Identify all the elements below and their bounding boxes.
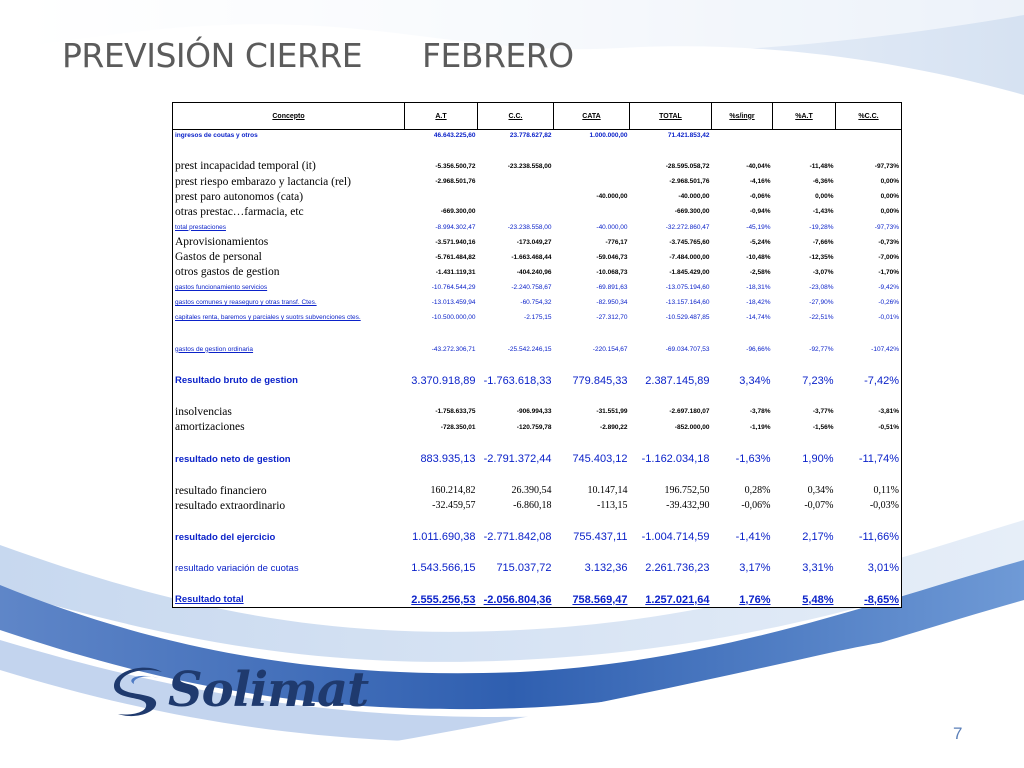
table-spacer-row [173,357,902,373]
table-cell [773,388,836,404]
table-cell: -8.994.302,47 [435,223,476,231]
table-row [173,265,902,280]
row-label: otros gastos de gestion [175,266,280,279]
table-body [173,130,902,608]
table-cell: -69.891,63 [596,284,628,292]
table-cell [405,142,478,159]
table-cell [405,435,478,452]
table-cell [478,435,554,452]
table-cell: -1.845.429,00 [669,268,710,276]
table-cell: -2.968.501,76 [435,178,476,186]
table-cell [836,545,902,561]
table-cell [478,576,554,592]
table-row [173,452,902,467]
table-cell: 2.261.736,23 [645,562,710,575]
table-cell [630,545,712,561]
table-cell [712,357,773,373]
row-label: resultado del ejercicio [175,531,276,543]
table-cell [630,142,712,159]
table-cell: 0,00% [815,193,834,201]
table-cell: -23,08% [809,284,834,292]
table-cell: -669.300,00 [440,208,476,216]
table-cell [836,576,902,592]
table-cell [630,388,712,404]
table-cell: -10,48% [746,253,771,261]
table-cell: 3,01% [867,562,899,575]
table-cell: -173.049,27 [516,238,552,246]
table-cell: -0,07% [804,500,834,512]
solimat-logo [112,660,382,730]
table-cell: 745.403,12 [572,453,628,466]
table-cell [405,513,478,529]
table-row [173,189,902,204]
table-cell [478,388,554,404]
table-cell: -7,42% [864,374,899,387]
table-cell: -6,36% [812,178,834,186]
table-cell: -40.000,00 [596,223,628,231]
table-cell [836,435,902,452]
table-cell: -97,73% [874,223,899,231]
table-cell: -96,66% [746,345,771,353]
table-cell: -13.157.164,60 [665,299,710,307]
row-label [173,388,405,404]
table-cell: -31.551,99 [596,408,628,416]
table-cell: -10.500.000,00 [431,314,476,322]
title-part-1: PREVISIÓN CIERRE [62,36,363,75]
row-label: gastos funcionamiento servicios [175,284,268,292]
table-cell: -906.994,33 [516,408,552,416]
table-cell [554,576,630,592]
row-label: resultado financiero [175,484,267,497]
table-cell [712,326,773,342]
table-cell: -92,77% [809,345,834,353]
table-cell: 196.752,50 [664,485,710,497]
table-cell: -40.000,00 [596,193,628,201]
table-row [173,235,902,250]
table-cell: -27.312,70 [596,314,628,322]
table-cell [478,357,554,373]
financial-table-container [172,102,901,608]
table-cell [630,326,712,342]
table-cell: -22,51% [809,314,834,322]
table-cell [554,174,630,189]
table-cell: -2.175,15 [524,314,552,322]
table-cell [554,513,630,529]
table-cell [478,142,554,159]
table-cell: -60.754,32 [520,299,552,307]
table-cell [478,513,554,529]
table-cell [405,576,478,592]
table-row [173,342,902,357]
table-cell: -69.034.707,53 [665,345,710,353]
table-cell [773,513,836,529]
table-row [173,404,902,419]
table-cell [630,513,712,529]
row-label: resultado variación de cuotas [175,562,299,574]
table-cell: -5,24% [749,238,771,246]
table-cell [554,326,630,342]
table-cell: -27,90% [809,299,834,307]
column-header: %A.T [773,103,836,130]
table-cell: 3,17% [739,562,771,575]
row-label [173,326,405,342]
table-cell: 2,17% [802,531,834,544]
table-cell [773,142,836,159]
table-cell: 1.000.000,00 [589,132,628,140]
table-cell [405,545,478,561]
table-cell: -669.300,00 [674,208,710,216]
table-cell: -3.745.765,60 [669,238,710,246]
table-cell: -18,42% [746,299,771,307]
table-cell: 0,34% [807,485,834,497]
row-label [173,357,405,373]
table-cell [712,545,773,561]
table-cell: -1,19% [749,423,771,431]
table-cell [554,357,630,373]
table-cell [630,435,712,452]
table-cell: 26.390,54 [511,485,552,497]
table-cell: -1,43% [812,208,834,216]
table-cell [554,545,630,561]
table-cell [630,357,712,373]
table-cell [630,467,712,483]
table-cell: 5,48% [802,593,834,606]
table-cell [712,388,773,404]
table-row [173,373,902,388]
table-cell: 2.555.256,53 [411,593,476,606]
table-cell [478,189,554,204]
table-cell [478,174,554,189]
table-cell: -220.154,67 [592,345,628,353]
table-cell [712,513,773,529]
table-spacer-row [173,435,902,452]
table-row [173,159,902,174]
column-header: CATA [554,103,630,130]
table-spacer-row [173,513,902,529]
table-row [173,219,902,234]
table-row [173,204,902,219]
row-label: gastos comunes y reaseguro y otras transf. Ctes. [175,299,317,307]
table-cell: -25.542.246,15 [507,345,552,353]
table-cell: -0,01% [878,314,899,322]
table-cell: -8,65% [864,593,899,606]
table-cell [773,576,836,592]
table-cell [405,357,478,373]
table-cell: 3.132,36 [584,562,628,575]
table-cell [478,204,554,219]
table-cell: -1.431.119,31 [435,268,476,276]
table-row [173,174,902,189]
table-cell [554,435,630,452]
column-header: TOTAL [630,103,712,130]
row-label [173,467,405,483]
row-label [173,513,405,529]
row-label: Resultado bruto de gestion [175,375,298,387]
table-cell: 0,28% [744,485,771,497]
table-cell [773,467,836,483]
table-cell: 7,23% [802,374,834,387]
table-cell: -120.759,78 [516,423,552,431]
table-cell: 0,11% [873,485,899,497]
table-cell [630,576,712,592]
table-cell: -2.697.180,07 [669,408,710,416]
table-cell [712,142,773,159]
table-cell [836,142,902,159]
row-label: Resultado total [175,594,244,606]
table-cell: 160.214,82 [430,485,476,497]
table-cell: 758.569,47 [572,593,628,606]
table-cell: 1.257.021,64 [645,593,710,606]
table-row [173,498,902,513]
table-cell [836,513,902,529]
table-cell [405,326,478,342]
table-cell: 3,34% [739,374,771,387]
table-row [173,530,902,545]
table-cell: -19,28% [809,223,834,231]
slide-title [62,36,574,75]
table-cell: -0,06% [749,193,771,201]
table-spacer-row [173,326,902,342]
table-cell: -728.350,01 [440,423,476,431]
table-cell: -40.000,00 [678,193,710,201]
table-cell: -5.761.484,82 [435,253,476,261]
table-cell [712,467,773,483]
table-cell: -107,42% [871,345,899,353]
table-cell: 755.437,11 [573,531,628,544]
table-cell: -3.571.940,16 [435,238,476,246]
table-cell: 1.543.566,15 [411,562,476,575]
table-cell: -0,06% [741,500,771,512]
table-cell: -43.272.306,71 [431,345,476,353]
table-cell: -1.663.468,44 [511,253,552,261]
table-cell: -0,26% [878,299,899,307]
table-cell: -3,81% [878,408,899,416]
row-label: prest riespo embarazo y lactancia (rel) [175,175,351,188]
table-cell: 3.370.918,89 [411,374,476,387]
table-cell [712,130,773,142]
table-cell: -1.004.714,59 [641,531,710,544]
table-cell: -2.968.501,76 [669,178,710,186]
table-cell: -9,42% [878,284,899,292]
table-cell: -28.595.058,72 [665,162,710,170]
table-cell: -0,94% [749,208,771,216]
table-cell [478,467,554,483]
table-cell [773,130,836,142]
table-cell: -3,77% [812,408,834,416]
row-label: amortizaciones [175,421,245,434]
table-cell: -0,51% [878,423,899,431]
row-label: capitales renta, baremos y parciales y suotrs subvenciones ctes. [175,314,361,322]
table-cell [773,435,836,452]
table-cell: -1.758.633,75 [435,408,476,416]
table-cell: -0,73% [878,238,899,246]
column-header: C.C. [478,103,554,130]
table-cell: -3,07% [812,268,834,276]
table-cell [554,159,630,174]
column-header: %C.C. [836,103,902,130]
table-cell: -32.272.860,47 [665,223,710,231]
row-label: otras prestac…farmacia, etc [175,205,304,218]
table-cell [478,326,554,342]
table-cell: -23.238.558,00 [507,223,552,231]
table-row [173,310,902,325]
row-label: prest paro autonomos (cata) [175,190,304,203]
table-cell: -2.791.372,44 [483,453,552,466]
table-cell [405,189,478,204]
table-cell: 1,76% [739,593,771,606]
table-cell: 1,90% [802,453,834,466]
table-cell [554,142,630,159]
row-label: resultado neto de gestion [175,453,291,465]
table-cell: -40,04% [746,162,771,170]
table-cell: -1,56% [812,423,834,431]
table-cell: -5.356.500,72 [435,162,476,170]
table-cell [836,326,902,342]
row-label: resultado extraordinario [175,499,286,512]
table-cell: -2.771.842,08 [483,531,552,544]
table-cell: -13.013.459,94 [431,299,476,307]
table-cell: -39.432,90 [666,500,710,512]
table-cell: -11,74% [858,453,899,466]
table-cell: -1.162.034,18 [641,453,710,466]
table-cell: -3,78% [749,408,771,416]
table-cell: -1,70% [878,268,899,276]
table-spacer-row [173,576,902,592]
table-row [173,250,902,265]
table-cell: -59.046,73 [596,253,628,261]
financial-table [172,102,902,608]
table-cell: -404.240,96 [516,268,552,276]
row-label: Gastos de personal [175,251,262,264]
table-cell: -6.860,18 [513,500,552,512]
table-cell: -4,16% [749,178,771,186]
row-label: Aprovisionamientos [175,236,269,249]
table-cell: -10.529.487,85 [665,314,710,322]
table-cell: 0,00% [880,193,899,201]
row-label: gastos de gestion ordinaria [175,345,254,353]
table-cell: -32.459,57 [432,500,476,512]
table-cell [836,388,902,404]
table-cell: -11,48% [809,162,834,170]
table-cell: -13.075.194,60 [665,284,710,292]
table-cell [712,435,773,452]
table-cell: -2,58% [749,268,771,276]
table-row [173,561,902,576]
table-cell: -2.240.758,67 [511,284,552,292]
table-cell: -2.890,22 [600,423,628,431]
table-cell: -852.000,00 [674,423,710,431]
table-cell: -7.484.000,00 [669,253,710,261]
table-cell: -0,03% [869,500,899,512]
table-cell: -18,31% [746,284,771,292]
table-cell: -23.238.558,00 [507,162,552,170]
table-row [173,295,902,310]
table-header-row [173,103,902,130]
page-number: 7 [953,724,963,743]
row-label [173,576,405,592]
table-spacer-row [173,142,902,159]
table-cell: -11,66% [858,531,899,544]
table-cell [836,467,902,483]
table-spacer-row [173,467,902,483]
table-cell [836,130,902,142]
logo-swoosh-icon [112,664,172,724]
table-row [173,130,902,142]
table-cell: -1.763.618,33 [483,374,552,387]
row-label: ingresos de coutas y otros [175,132,258,140]
table-cell: -10.764.544,29 [431,284,476,292]
table-cell: -10.068,73 [596,268,628,276]
table-cell: -45,19% [746,223,771,231]
title-part-2: FEBRERO [422,36,574,75]
row-label: total prestaciones [175,223,226,231]
table-cell: 23.778.627,82 [509,132,552,140]
table-cell [405,388,478,404]
table-cell: 46.643.225,60 [433,132,476,140]
table-cell [478,545,554,561]
table-cell [712,576,773,592]
table-cell [773,545,836,561]
table-cell [773,357,836,373]
table-cell: 71.421.853,42 [667,132,710,140]
table-cell: -12,35% [809,253,834,261]
row-label [173,545,405,561]
table-cell [554,467,630,483]
table-cell: 10.147,14 [587,485,628,497]
table-cell: -7,00% [878,253,899,261]
table-cell: -14,74% [746,314,771,322]
row-label [173,435,405,452]
table-spacer-row [173,388,902,404]
logo-text: Solimat [168,662,369,718]
table-cell: 779.845,33 [572,374,628,387]
table-row [173,592,902,607]
column-header: Concepto [173,103,405,130]
table-cell: -82.950,34 [596,299,628,307]
table-cell [836,357,902,373]
table-cell: 1.011.690,38 [412,531,476,544]
row-label: insolvencias [175,405,232,418]
table-cell: 715.037,72 [496,562,552,575]
column-header: A.T [405,103,478,130]
table-cell: 3,31% [802,562,834,575]
table-cell: -1,41% [735,531,771,544]
row-label: prest incapacidad temporal (it) [175,160,316,173]
table-cell: 883.935,13 [420,453,476,466]
table-row [173,483,902,498]
table-cell: 0,00% [880,208,899,216]
table-cell: -113,15 [597,500,628,512]
table-cell: -1,63% [735,453,771,466]
table-cell: 0,00% [880,178,899,186]
column-header: %s/ingr [712,103,773,130]
table-cell: -7,66% [812,238,834,246]
table-row [173,419,902,434]
table-cell [405,467,478,483]
table-cell: -2.056.804,36 [483,593,552,606]
table-cell: -776,17 [605,238,628,246]
table-cell: -97,73% [874,162,899,170]
table-cell: 2.387.145,89 [645,374,710,387]
table-cell [773,326,836,342]
row-label [173,142,405,159]
table-cell [554,388,630,404]
table-spacer-row [173,545,902,561]
table-row [173,280,902,295]
table-cell [554,204,630,219]
